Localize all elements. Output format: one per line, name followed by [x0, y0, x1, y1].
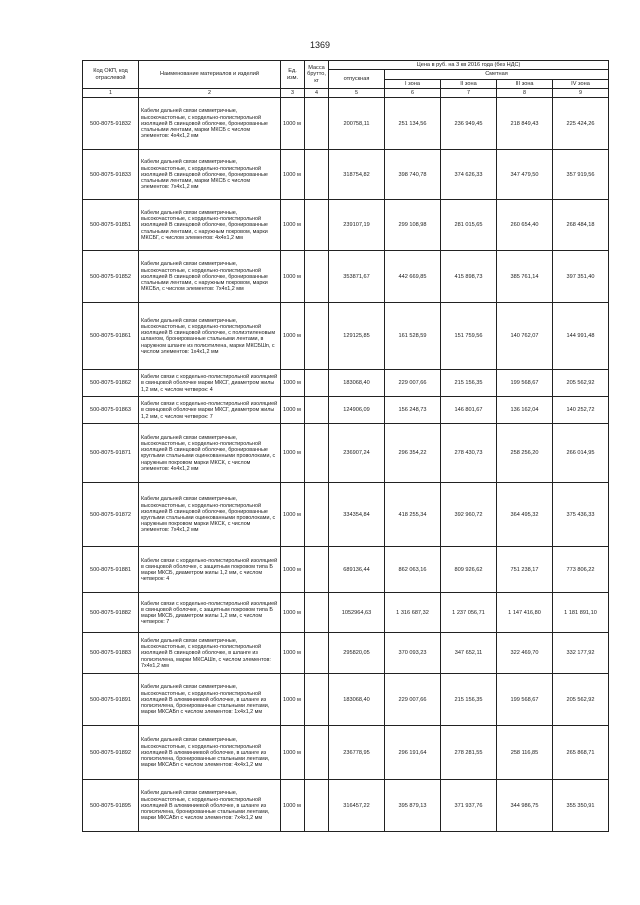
mass-cell — [305, 726, 329, 780]
table-row — [83, 780, 609, 832]
column-number: 6 — [385, 89, 441, 98]
column-number: 3 — [281, 89, 305, 98]
zone-4-price: 773 806,22 — [553, 547, 609, 593]
mass-cell — [305, 370, 329, 397]
zone-4-price: 357 919,56 — [553, 150, 609, 200]
zone-4-price: 144 991,48 — [553, 303, 609, 370]
unit-cell: 1000 м — [281, 424, 305, 483]
mass-cell — [305, 483, 329, 547]
mass-cell — [305, 633, 329, 674]
unit-cell: 1000 м — [281, 397, 305, 424]
product-name: Кабели дальней связи симметричные, высокочастотные, с кордельно-полистирольной изоляцией В свинцовой оболочке, бронированные стальными лентами, марки МКСБ с числом элементов: 4х4х1,2 мм — [139, 98, 281, 150]
product-name: Кабели дальней связи симметричные, высокочастотные, с кордельно-полистирольной изоляцией В свинцовой оболочке, бронированные стальными лентами, с наружным покровом, марки МКСБГ, с числом элементов: 4х4х1,2 мм — [139, 200, 281, 251]
table-row — [83, 98, 609, 150]
zone-1-price: 299 108,98 — [385, 200, 441, 251]
zone-3-price: 199 568,67 — [497, 674, 553, 726]
release-price: 334354,84 — [329, 483, 385, 547]
zone-2-price: 278 430,73 — [441, 424, 497, 483]
zone-1-price: 251 134,56 — [385, 98, 441, 150]
zone-4-price: 266 014,95 — [553, 424, 609, 483]
product-name: Кабели дальней связи симметричные, высокочастотные, с кордельно-полистирольной изоляцией В свинцовой оболочке, с полиэтиленовым шлангом, бронированные стальными лентами, в наружном шланге из полиэтилена, марки МКСБШп, с числом элементов: 1х4х1,2 мм — [139, 303, 281, 370]
header-zone: I зона — [385, 79, 441, 88]
zone-3-price: 199 568,67 — [497, 370, 553, 397]
header-code: Код ОКП, код отраслевой — [83, 61, 139, 89]
zone-3-price: 347 479,50 — [497, 150, 553, 200]
product-code: 500-8075-91833 — [83, 150, 139, 200]
zone-4-price: 375 436,33 — [553, 483, 609, 547]
table-row — [83, 370, 609, 397]
header-zone: III зона — [497, 79, 553, 88]
header-mass: Масса брутто, кг — [305, 61, 329, 89]
zone-4-price: 397 351,40 — [553, 251, 609, 303]
product-name: Кабели связи с кордельно-полистирольной изоляцией в свинцовой оболочке, с защитным покровом типа Б марки МКСБ, диаметром жилы 1,2 мм, с числом четверок: 4 — [139, 547, 281, 593]
mass-cell — [305, 780, 329, 832]
zone-2-price: 809 926,62 — [441, 547, 497, 593]
mass-cell — [305, 593, 329, 633]
column-number: 8 — [497, 89, 553, 98]
zone-1-price: 370 093,23 — [385, 633, 441, 674]
product-name: Кабели дальней связи симметричные, высокочастотные, с кордельно-полистирольной изоляцией В свинцовой оболочке, в шланге из полиэтилена, марки МКСАШп, с числом элементов: 7х4х1,2 мм — [139, 633, 281, 674]
table-row — [83, 303, 609, 370]
zone-3-price: 218 849,43 — [497, 98, 553, 150]
product-code: 500-8075-91891 — [83, 674, 139, 726]
header-zone: IV зона — [553, 79, 609, 88]
zone-1-price: 442 669,85 — [385, 251, 441, 303]
zone-3-price: 322 469,70 — [497, 633, 553, 674]
column-number: 1 — [83, 89, 139, 98]
unit-cell: 1000 м — [281, 726, 305, 780]
header-estimate: Сметная — [385, 70, 609, 79]
header-zone: II зона — [441, 79, 497, 88]
header-row — [83, 61, 609, 70]
price-table-body — [83, 98, 609, 832]
zone-3-price: 140 762,07 — [497, 303, 553, 370]
zone-1-price: 296 191,64 — [385, 726, 441, 780]
mass-cell — [305, 424, 329, 483]
price-table — [82, 60, 609, 832]
product-code: 500-8075-91862 — [83, 370, 139, 397]
table-row — [83, 547, 609, 593]
unit-cell: 1000 м — [281, 483, 305, 547]
table-row — [83, 674, 609, 726]
product-name: Кабели дальней связи симметричные, высокочастотные, с кордельно-полистирольной изоляцией В алюминиевой оболочке, в шланге из полиэтилена, бронированные стальными лентами, марки МКСАБп с числом элементов: 7х4х1,2 мм — [139, 780, 281, 832]
unit-cell: 1000 м — [281, 200, 305, 251]
release-price: 129125,85 — [329, 303, 385, 370]
zone-3-price: 258 256,20 — [497, 424, 553, 483]
zone-1-price: 296 354,22 — [385, 424, 441, 483]
zone-4-price: 205 562,92 — [553, 370, 609, 397]
zone-2-price: 374 626,33 — [441, 150, 497, 200]
product-name: Кабели дальней связи симметричные, высокочастотные, с кордельно-полистирольной изоляцией В свинцовой оболочке, бронированные стальными лентами, с наружным покровом, марки МКСБл, с числом элементов: 7х4х1,2 мм — [139, 251, 281, 303]
zone-2-price: 371 937,76 — [441, 780, 497, 832]
header-release: отпускная — [329, 70, 385, 89]
release-price: 353871,67 — [329, 251, 385, 303]
unit-cell: 1000 м — [281, 303, 305, 370]
column-number: 9 — [553, 89, 609, 98]
release-price: 236778,95 — [329, 726, 385, 780]
release-price: 316457,22 — [329, 780, 385, 832]
release-price: 295820,05 — [329, 633, 385, 674]
column-number: 4 — [305, 89, 329, 98]
mass-cell — [305, 303, 329, 370]
zone-2-price: 281 015,65 — [441, 200, 497, 251]
zone-3-price: 344 986,75 — [497, 780, 553, 832]
zone-2-price: 236 949,45 — [441, 98, 497, 150]
product-name: Кабели дальней связи симметричные, высокочастотные, с кордельно-полистирольной изоляцией В алюминиевой оболочке, в шланге из полиэтилена, бронированные стальными лентами, марки МКСАБп с числом элементов: 1х4х1,2 мм — [139, 674, 281, 726]
zone-4-price: 205 562,92 — [553, 674, 609, 726]
release-price: 239107,19 — [329, 200, 385, 251]
product-code: 500-8075-91871 — [83, 424, 139, 483]
release-price: 318754,82 — [329, 150, 385, 200]
unit-cell: 1000 м — [281, 98, 305, 150]
table-row — [83, 251, 609, 303]
release-price: 1052964,63 — [329, 593, 385, 633]
unit-cell: 1000 м — [281, 547, 305, 593]
header-unit: Ед. изм. — [281, 61, 305, 89]
product-name: Кабели связи с кордельно-полистирольной изоляцией в свинцовой оболочке, с защитным покровом типа Б марки МКСБ, диаметром жилы 1,2 мм, с числом четверок: 7 — [139, 593, 281, 633]
product-code: 500-8075-91872 — [83, 483, 139, 547]
table-row — [83, 150, 609, 200]
mass-cell — [305, 251, 329, 303]
table-row — [83, 633, 609, 674]
product-name: Кабели дальней связи симметричные, высокочастотные, с кордельно-полистирольной изоляцией В свинцовой оболочке, бронированные стальными лентами, марки МКСБ с числом элементов: 7х4х1,2 мм — [139, 150, 281, 200]
column-number: 5 — [329, 89, 385, 98]
zone-1-price: 229 007,66 — [385, 370, 441, 397]
mass-cell — [305, 98, 329, 150]
product-name: Кабели связи с кордельно-полистирольной изоляцией в свинцовой оболочке марки МКСГ, диаметром жилы 1,2 мм, с числом четверок: 7 — [139, 397, 281, 424]
release-price: 200758,11 — [329, 98, 385, 150]
mass-cell — [305, 397, 329, 424]
product-code: 500-8075-91895 — [83, 780, 139, 832]
zone-2-price: 415 898,73 — [441, 251, 497, 303]
release-price: 124906,09 — [329, 397, 385, 424]
mass-cell — [305, 150, 329, 200]
table-row — [83, 726, 609, 780]
zone-3-price: 260 654,40 — [497, 200, 553, 251]
zone-4-price: 355 350,91 — [553, 780, 609, 832]
product-code: 500-8075-91832 — [83, 98, 139, 150]
zone-4-price: 268 484,18 — [553, 200, 609, 251]
product-name: Кабели дальней связи симметричные, высокочастотные, с кордельно-полистирольной изоляцией В алюминиевой оболочке, в шланге из полиэтилена, бронированные стальными лентами, марки МКСАБп с числом элементов: 4х4х1,2 мм — [139, 726, 281, 780]
zone-2-price: 278 281,55 — [441, 726, 497, 780]
unit-cell: 1000 м — [281, 633, 305, 674]
mass-cell — [305, 547, 329, 593]
zone-1-price: 156 248,73 — [385, 397, 441, 424]
table-row — [83, 397, 609, 424]
product-name: Кабели дальней связи симметричные, высокочастотные, с кордельно-полистирольной изоляцией В свинцовой оболочке, бронированные круглыми стальными оцинкованными проволоками, с наружным покровом марки МКСК, с числом элементов: 7х4х1,2 мм — [139, 483, 281, 547]
release-price: 689136,44 — [329, 547, 385, 593]
product-code: 500-8075-91892 — [83, 726, 139, 780]
zone-3-price: 258 116,85 — [497, 726, 553, 780]
product-code: 500-8075-91882 — [83, 593, 139, 633]
unit-cell: 1000 м — [281, 150, 305, 200]
zone-3-price: 385 761,14 — [497, 251, 553, 303]
column-numbers-row — [83, 89, 609, 98]
unit-cell: 1000 м — [281, 370, 305, 397]
zone-1-price: 418 255,34 — [385, 483, 441, 547]
mass-cell — [305, 200, 329, 251]
zone-1-price: 161 528,59 — [385, 303, 441, 370]
zone-4-price: 140 252,72 — [553, 397, 609, 424]
zone-3-price: 136 162,04 — [497, 397, 553, 424]
header-price-title: Цена в руб. на 3 кв 2016 года (без НДС) — [329, 61, 609, 70]
table-row — [83, 483, 609, 547]
product-code: 500-8075-91852 — [83, 251, 139, 303]
column-number: 7 — [441, 89, 497, 98]
release-price: 183068,40 — [329, 674, 385, 726]
table-row — [83, 593, 609, 633]
product-code: 500-8075-91881 — [83, 547, 139, 593]
column-number: 2 — [139, 89, 281, 98]
unit-cell: 1000 м — [281, 251, 305, 303]
zone-2-price: 215 156,35 — [441, 370, 497, 397]
table-row — [83, 200, 609, 251]
zone-2-price: 215 156,35 — [441, 674, 497, 726]
header-name: Наименование материалов и изделий — [139, 61, 281, 89]
zone-4-price: 225 424,26 — [553, 98, 609, 150]
product-name: Кабели связи с кордельно-полистирольной изоляцией в свинцовой оболочке марки МКСГ, диаметром жилы 1,2 мм, с числом четверок: 4 — [139, 370, 281, 397]
zone-1-price: 229 007,66 — [385, 674, 441, 726]
zone-3-price: 751 238,17 — [497, 547, 553, 593]
release-price: 236907,24 — [329, 424, 385, 483]
zone-4-price: 1 181 891,10 — [553, 593, 609, 633]
product-code: 500-8075-91883 — [83, 633, 139, 674]
zone-1-price: 1 316 687,32 — [385, 593, 441, 633]
zone-3-price: 364 495,32 — [497, 483, 553, 547]
product-name: Кабели дальней связи симметричные, высокочастотные, с кордельно-полистирольной изоляцией В свинцовой оболочке, бронированные круглыми стальными оцинкованными проволоками, с наружным покровом марки МКСК, с числом элементов: 4х4х1,2 мм — [139, 424, 281, 483]
zone-2-price: 347 652,11 — [441, 633, 497, 674]
zone-4-price: 265 868,71 — [553, 726, 609, 780]
zone-2-price: 151 759,56 — [441, 303, 497, 370]
zone-2-price: 1 237 056,71 — [441, 593, 497, 633]
zone-1-price: 862 063,16 — [385, 547, 441, 593]
unit-cell: 1000 м — [281, 780, 305, 832]
zone-4-price: 332 177,92 — [553, 633, 609, 674]
unit-cell: 1000 м — [281, 593, 305, 633]
table-row — [83, 424, 609, 483]
zone-1-price: 398 740,78 — [385, 150, 441, 200]
page-number: 1369 — [309, 40, 331, 50]
zone-2-price: 146 801,67 — [441, 397, 497, 424]
zone-2-price: 392 960,72 — [441, 483, 497, 547]
zone-3-price: 1 147 416,80 — [497, 593, 553, 633]
mass-cell — [305, 674, 329, 726]
product-code: 500-8075-91861 — [83, 303, 139, 370]
product-code: 500-8075-91851 — [83, 200, 139, 251]
product-code: 500-8075-91863 — [83, 397, 139, 424]
zone-1-price: 395 879,13 — [385, 780, 441, 832]
release-price: 183068,40 — [329, 370, 385, 397]
unit-cell: 1000 м — [281, 674, 305, 726]
